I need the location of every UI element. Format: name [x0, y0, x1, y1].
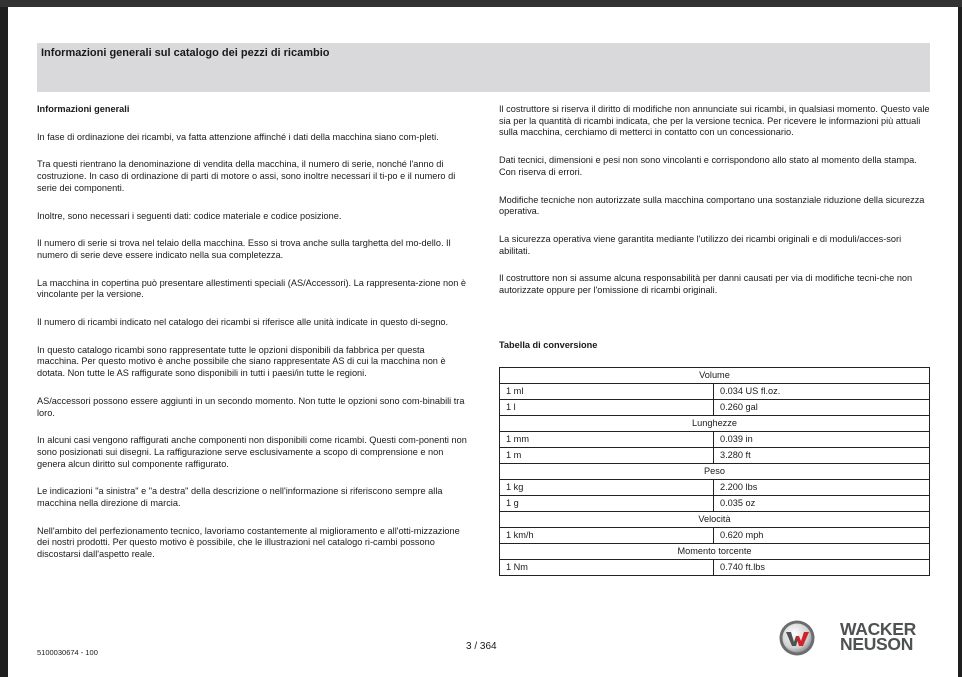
category-cell: Momento torcente: [500, 544, 930, 560]
value-cell: 0.260 gal: [714, 400, 930, 416]
paragraph: Il numero di serie si trova nel telaio della macchina. Esso si trova anche sulla targhetta del mo-dello. Il numero di serie deve essere indicato nella sua completezza.: [37, 238, 451, 260]
unit-cell: 1 mm: [500, 432, 714, 448]
value-cell: 0.035 oz: [714, 496, 930, 512]
paragraph: Nell'ambito del perfezionamento tecnico, lavoriamo costantemente al miglioramento e all'otti-mizzazione dei nostri prodotti. Per questo motivo è possibile, che le illustrazioni nel catalogo ri-cambi possono discostarsi dall'aspetto reale.: [37, 525, 460, 560]
document-page: [8, 7, 958, 677]
table-row: [500, 496, 930, 512]
paragraph: Il costruttore non si assume alcuna responsabilità per danni causati per via di modifiche tecni-che non autorizzate oppure per l'omissione di ricambi originali.: [499, 273, 913, 296]
category-cell: Lunghezze: [500, 416, 930, 432]
conversion-table-title: Tabella di conversione: [499, 340, 598, 350]
logo-wordmark: [840, 619, 916, 654]
category-cell: Velocità: [500, 512, 930, 528]
document-code: 5100030674 - 100: [37, 648, 98, 657]
value-cell: 2.200 lbs: [714, 480, 930, 496]
table-row: [500, 384, 930, 400]
unit-cell: 1 m: [500, 448, 714, 464]
paragraph: In fase di ordinazione dei ricambi, va fatta attenzione affinché i dati della macchina siano com-pleti.: [37, 131, 439, 142]
paragraph: Modifiche tecniche non autorizzate sulla macchina comportano una sostanziale riduzione della sicurezza operativa.: [499, 194, 925, 217]
table-category-row: [500, 544, 930, 560]
left-column: [37, 104, 467, 577]
value-cell: 0.620 mph: [714, 528, 930, 544]
conversion-table: [499, 367, 930, 576]
table-row: [500, 400, 930, 416]
unit-cell: 1 kg: [500, 480, 714, 496]
viewer-top-bar: [0, 0, 962, 7]
table-row: [500, 560, 930, 576]
paragraph: Dati tecnici, dimensioni e pesi non sono vincolanti e corrispondono allo stato al momento della stampa. Con riserva di errori.: [499, 155, 917, 177]
paragraph: AS/accessori possono essere aggiunti in un secondo momento. Non tutte le opzioni sono com-binabili tra loro.: [37, 395, 465, 418]
paragraph: In questo catalogo ricambi sono rappresentate tutte le opzioni disponibili da fabbrica per questa macchina. Per questo motivo è anche possibile che siano rappresentate AS di cui la macchina non è dotata. Non tutte le AS raffigurate sono disponibili in tutti i paesi/in tutte le regioni.: [37, 344, 446, 379]
table-row: [500, 432, 930, 448]
page-title: Informazioni generali sul catalogo dei pezzi di ricambio: [41, 47, 330, 59]
section-header: [37, 43, 930, 92]
value-cell: 0.034 US fl.oz.: [714, 384, 930, 400]
paragraph: Il costruttore si riserva il diritto di modifiche non annunciate sui ricambi, in qualsiasi momento. Questo vale sia per la quantità di ricambi indicata, che per la versione tecnica. Per ricevere le informazioni più attuali sulla macchina, cerchiamo di metterci in contatto con un concessionario.: [499, 104, 930, 138]
logo-emblem-icon: [778, 619, 816, 657]
logo-line-2: NEUSON: [840, 634, 914, 654]
table-category-row: [500, 464, 930, 480]
table-row: [500, 528, 930, 544]
unit-cell: 1 l: [500, 400, 714, 416]
paragraph: In alcuni casi vengono raffigurati anche componenti non disponibili come ricambi. Questi com-ponenti non sono posizionati sui disegni. La raffigurazione serve esclusivamente a scopo di comprensione e non genera alcun diritto sul componente raffigurato.: [37, 435, 467, 469]
paragraph: Tra questi rientrano la denominazione di vendita della macchina, il numero di serie, nonché l'anno di costruzione. In caso di ordinazione di parti di motore o assi, sono inoltre necessari il ti-po e il numero di serie dei componenti.: [37, 159, 456, 193]
paragraph: Inoltre, sono necessari i seguenti dati: codice materiale e codice posizione.: [37, 210, 342, 221]
unit-cell: 1 km/h: [500, 528, 714, 544]
paragraph: La sicurezza operativa viene garantita mediante l'utilizzo dei ricambi originali e di moduli/acces-sori abilitati.: [499, 233, 902, 256]
wacker-neuson-logo: [778, 619, 938, 659]
paragraph: Il numero di ricambi indicato nel catalogo dei ricambi si riferisce alle unità indicate in questo di-segno.: [37, 317, 449, 328]
logo-line-1: WACKER: [840, 619, 916, 639]
right-column: [499, 104, 931, 313]
table-category-row: [500, 416, 930, 432]
category-cell: Peso: [500, 464, 930, 480]
page-indicator: 3 / 364: [466, 641, 497, 652]
value-cell: 0.740 ft.lbs: [714, 560, 930, 576]
unit-cell: 1 g: [500, 496, 714, 512]
table-row: [500, 480, 930, 496]
paragraph: La macchina in copertina può presentare allestimenti speciali (AS/Accessori). La rappresenta-zione non è vincolante per la versione.: [37, 277, 466, 300]
paragraph: Le indicazioni "a sinistra" e "a destra" della descrizione o nell'informazione si riferiscono sempre alla macchina nella direzione di marcia.: [37, 486, 443, 509]
value-cell: 3.280 ft: [714, 448, 930, 464]
section-heading: Informazioni generali: [37, 104, 130, 114]
table-row: [500, 448, 930, 464]
table-category-row: [500, 512, 930, 528]
category-cell: Volume: [500, 368, 930, 384]
unit-cell: 1 ml: [500, 384, 714, 400]
value-cell: 0.039 in: [714, 432, 930, 448]
table-category-row: [500, 368, 930, 384]
unit-cell: 1 Nm: [500, 560, 714, 576]
